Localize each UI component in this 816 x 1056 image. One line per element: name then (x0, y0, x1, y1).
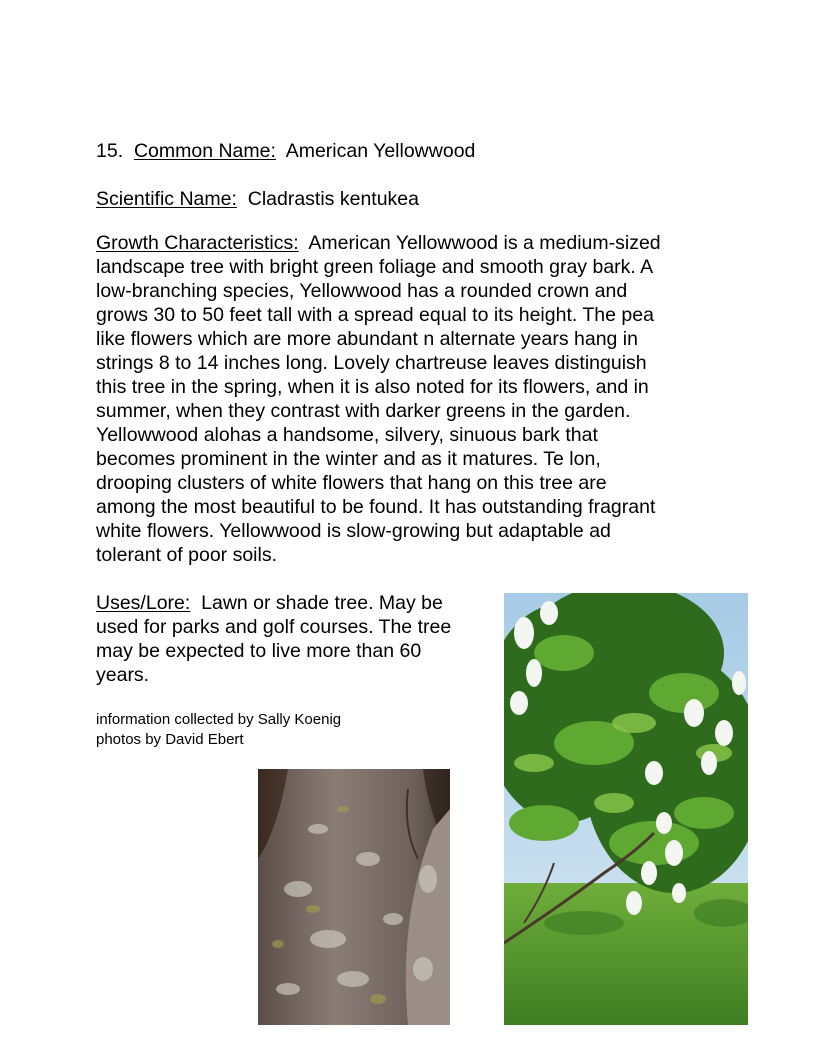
growth-line: tolerant of poor soils. (96, 544, 278, 566)
growth-line: this tree in the spring, when it is also noted for its flowers, and in (96, 376, 649, 398)
growth-line: strings 8 to 14 inches long. Lovely chartreuse leaves distinguish (96, 352, 647, 374)
uses-line: Lawn or shade tree. May be (201, 592, 443, 614)
flower-tree-photo (504, 593, 748, 1025)
growth-line: like flowers which are more abundant n alternate years hang in (96, 328, 638, 350)
growth-line: white flowers. Yellowwood is slow-growing but adaptable ad (96, 520, 611, 542)
credits (96, 710, 341, 750)
scientific-name-label: Scientific Name: (96, 188, 237, 210)
common-name-label: Common Name: (133, 140, 276, 162)
growth-line: landscape tree with bright green foliage and smooth gray bark. A (96, 256, 654, 278)
growth-line: becomes prominent in the winter and as it matures. Te lon, (96, 448, 601, 470)
entry-number: 15. (96, 140, 124, 162)
growth-line: American Yellowwood is a medium-sized (308, 232, 661, 254)
uses-line: used for parks and golf courses. The tree (96, 616, 452, 638)
uses-paragraph (96, 591, 496, 687)
growth-line: low-branching species, Yellowwood has a rounded crown and (96, 280, 628, 302)
growth-line: summer, when they contrast with darker greens in the garden. (96, 400, 631, 422)
growth-line: among the most beautiful to be found. It has outstanding fragrant (96, 496, 656, 518)
bark-photo (258, 769, 450, 1025)
uses-label: Uses/Lore: (96, 592, 191, 614)
scientific-name-line (96, 187, 419, 211)
growth-line: Yellowwood alohas a handsome, silvery, sinuous bark that (96, 424, 598, 446)
common-name-line (96, 139, 475, 163)
scientific-name-value: Cladrastis kentukea (247, 188, 419, 210)
growth-line: drooping clusters of white flowers that hang on this tree are (96, 472, 607, 494)
common-name-value: American Yellowwood (285, 140, 476, 162)
uses-line: years. (96, 664, 150, 686)
credit-info: information collected by Sally Koenig (96, 711, 342, 728)
growth-label: Growth Characteristics: (96, 232, 299, 254)
growth-paragraph (96, 231, 661, 567)
credit-photos: photos by David Ebert (96, 731, 244, 748)
growth-line: grows 30 to 50 feet tall with a spread equal to its height. The pea (96, 304, 654, 326)
uses-line: may be expected to live more than 60 (96, 640, 422, 662)
